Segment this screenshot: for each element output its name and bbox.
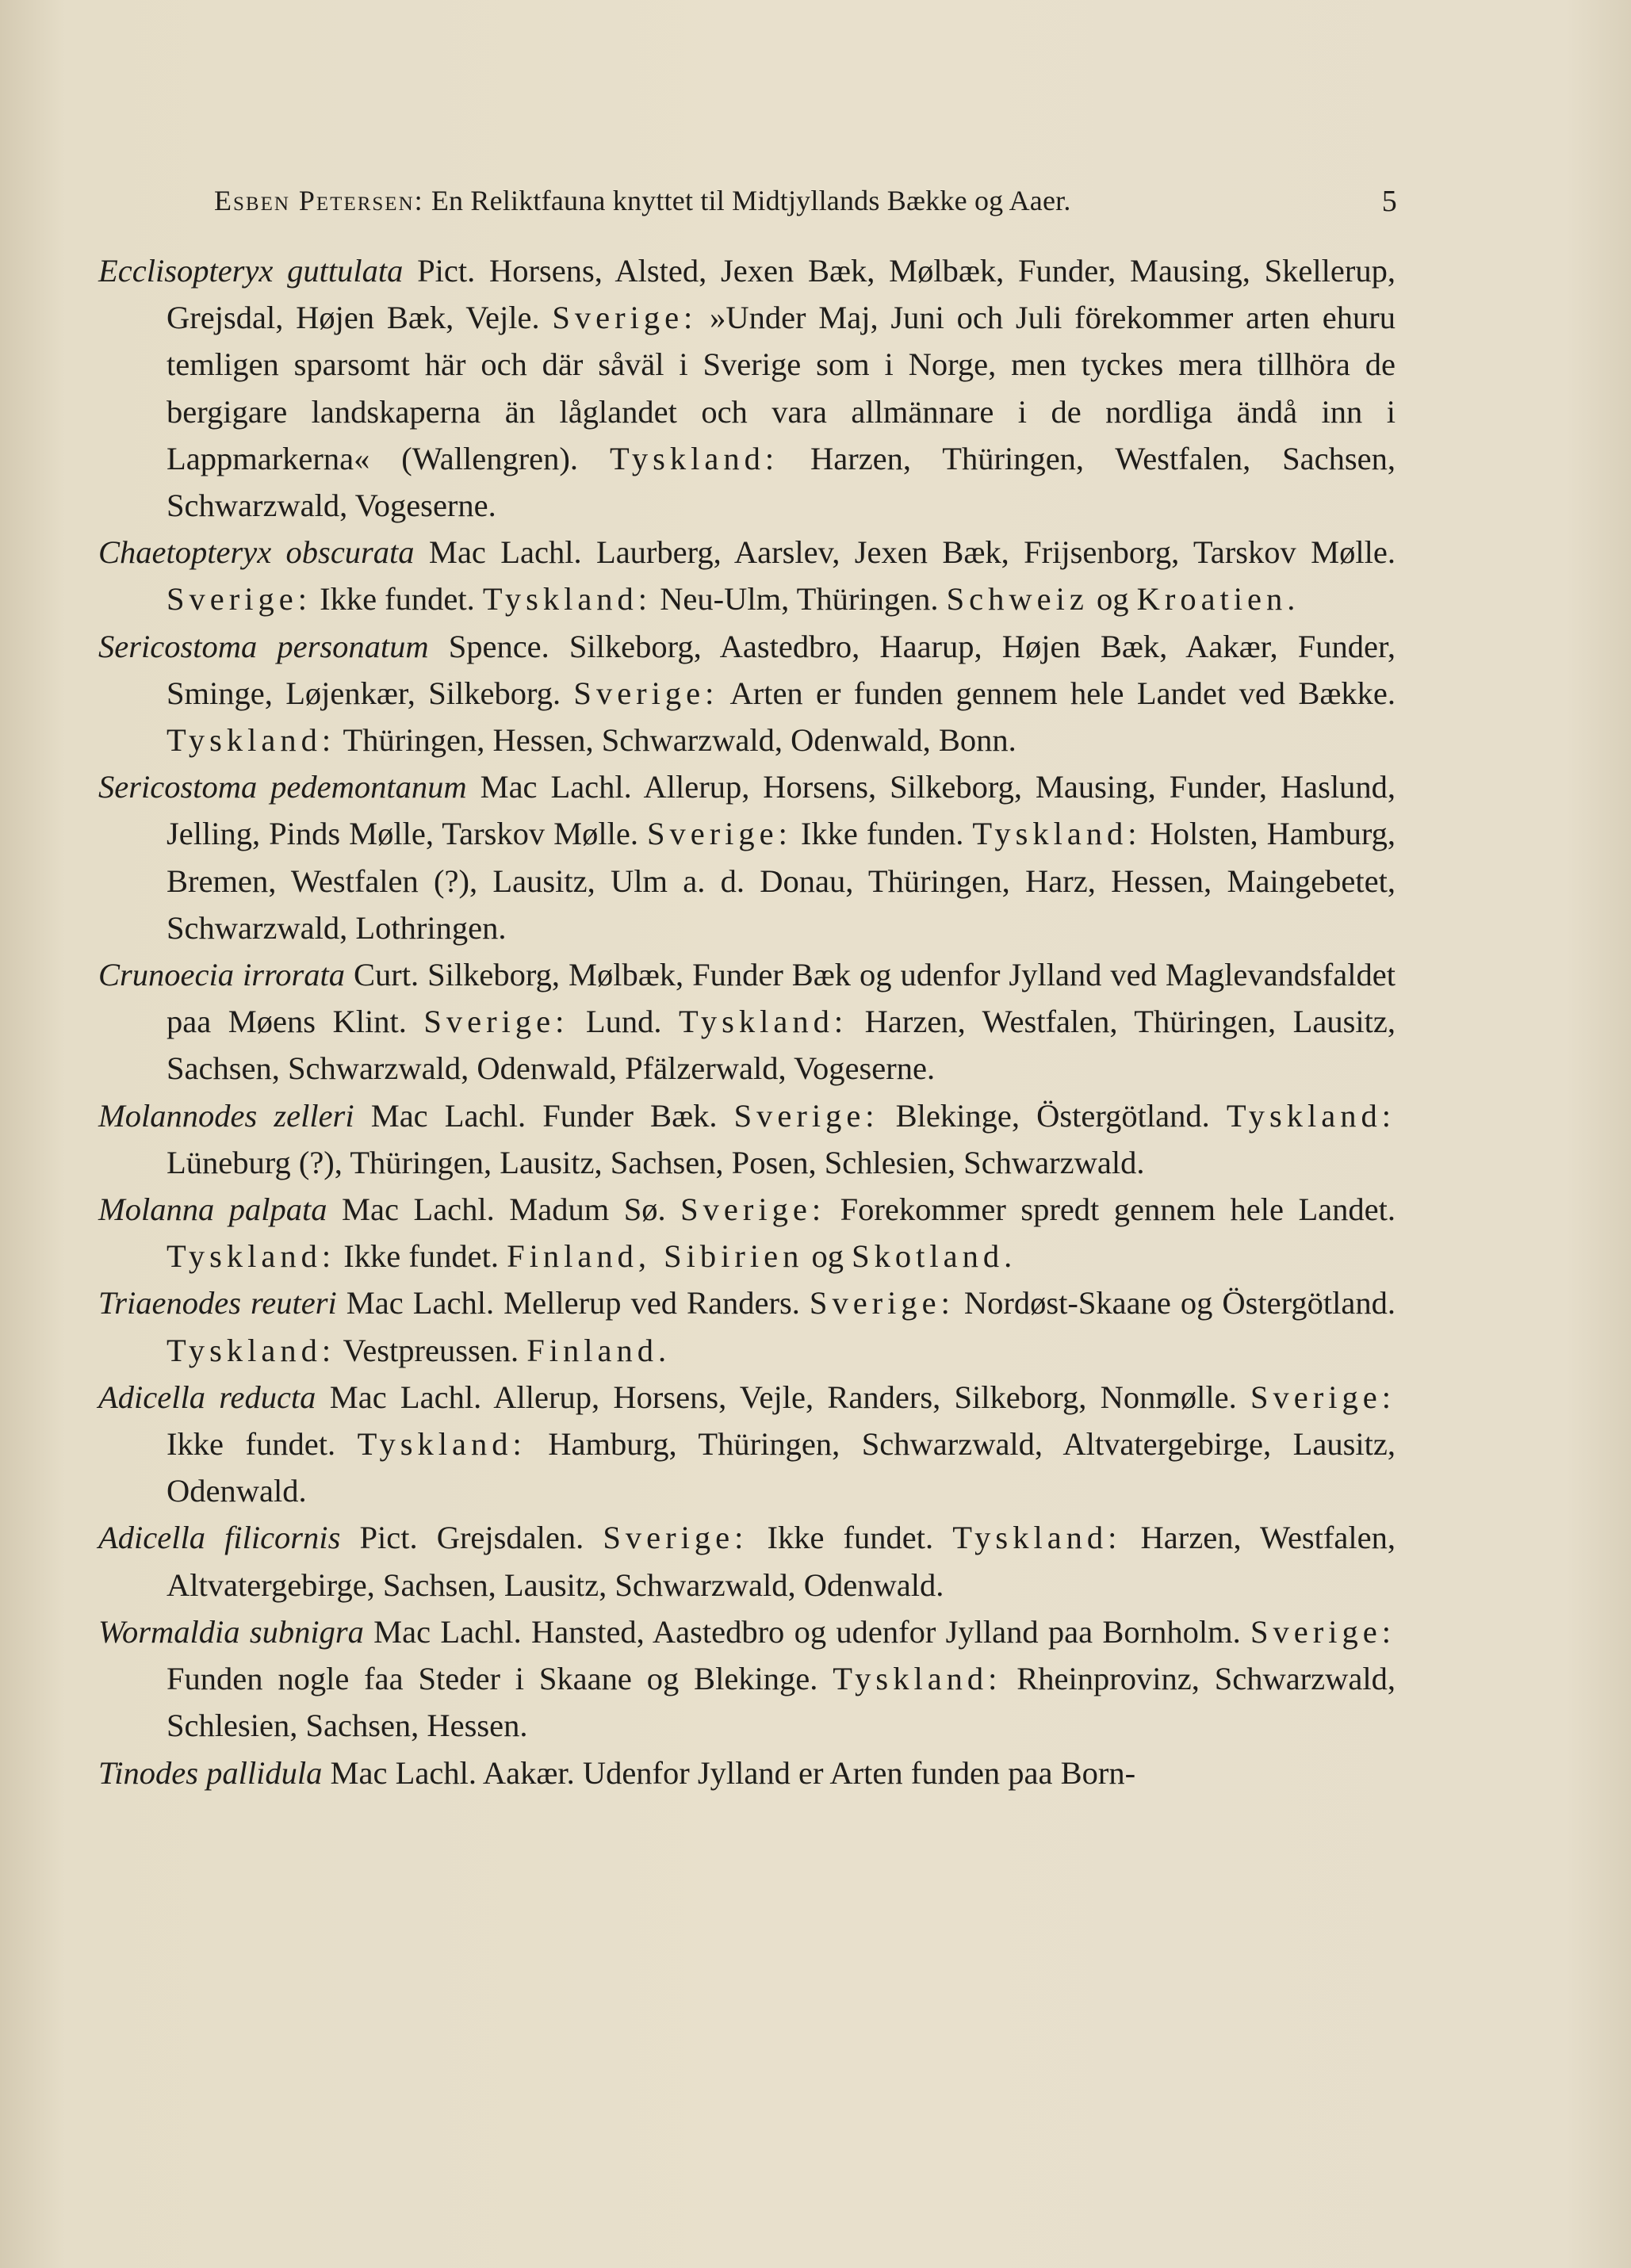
entry-text: Mac Lachl. Laurberg, Aarslev, Jexen Bæk, Frijsenborg, Tarskov Mølle. bbox=[414, 534, 1396, 571]
entry-text: Holsten, Hamburg, Bremen, Westfalen (?), Lausitz, Ulm a. d. Donau, Thüringen, Harz, Hessen, Maingebetet, Schwarzwald, Lothringen. bbox=[167, 816, 1396, 946]
entry-text: Mac Lachl. Allerup, Horsens, Silkeborg, Mausing, Funder, Haslund, Jelling, Pinds Mølle, Tarskov Mølle. bbox=[167, 769, 1396, 852]
entry-text: Mac Lachl. Hansted, Aastedbro og udenfor Jylland paa Bornholm. bbox=[363, 1613, 1251, 1650]
region-label: Sverige: bbox=[552, 300, 698, 336]
entry-text: Lund. bbox=[569, 1004, 679, 1040]
entry-text: Ikke fundet. bbox=[311, 581, 483, 618]
header-title: En Reliktfauna knyttet til Midtjyllands Bække og Aaer. bbox=[431, 185, 1071, 216]
entry-text: Thüringen, Hessen, Schwarzwald, Odenwald, Bonn. bbox=[335, 722, 1017, 759]
region-label: Sverige: bbox=[167, 581, 312, 618]
entry-text: »Under Maj, Juni och Juli förekommer arten ehuru temligen sparsomt här och där såväl i Sverige som i Norge, men tyckes mera tillhöra de bergigare landskaperna än låglandet och vara allmännare i de nordliga ändå inn i Lappmarkerna« (Wallengren). bbox=[167, 300, 1396, 476]
region-label: Sverige: bbox=[680, 1191, 826, 1228]
region-label: Tyskland: bbox=[1226, 1097, 1396, 1134]
species-name: Triaenodes reuteri bbox=[98, 1285, 337, 1321]
region-label: Tyskland: bbox=[679, 1004, 848, 1040]
species-entry bbox=[98, 1750, 1396, 1796]
species-entry bbox=[98, 529, 1396, 622]
region-label: Tyskland: bbox=[972, 816, 1142, 852]
entry-text: Ikke fundet. bbox=[335, 1238, 507, 1275]
species-name: Sericostoma pedemontanum bbox=[98, 769, 467, 805]
region-label: Tyskland: bbox=[482, 581, 653, 618]
entry-text: Ikke funden. bbox=[791, 816, 973, 852]
entry-text: Rheinprovinz, Schwarzwald, Schlesien, Sachsen, Hessen. bbox=[167, 1661, 1396, 1744]
region-label: Sverige: bbox=[603, 1520, 748, 1556]
region-label: Tyskland: bbox=[167, 1238, 336, 1275]
region-label: Finland. bbox=[526, 1332, 672, 1368]
region-label: Tyskland: bbox=[167, 722, 336, 759]
species-entry bbox=[98, 1374, 1396, 1515]
region-label: Finland, Sibirien bbox=[507, 1238, 804, 1275]
entry-text: Funden nogle faa Steder i Skaane og Blekinge. bbox=[167, 1661, 833, 1697]
region-label: Sverige: bbox=[573, 675, 719, 711]
species-entry bbox=[98, 1608, 1396, 1750]
region-label: Schweiz bbox=[946, 581, 1089, 618]
page-number: 5 bbox=[1381, 185, 1397, 218]
region-label: Tyskland: bbox=[357, 1426, 526, 1463]
entry-text: Neu-Ulm, Thüringen. bbox=[652, 581, 947, 618]
species-name: Ecclisopteryx guttulata bbox=[98, 253, 404, 289]
entry-text: Mac Lachl. Allerup, Horsens, Vejle, Randers, Silkeborg, Nonmølle. bbox=[316, 1379, 1251, 1415]
species-name: Tinodes pallidula bbox=[98, 1754, 323, 1791]
region-label: Sverige: bbox=[423, 1004, 569, 1040]
species-list bbox=[98, 247, 1396, 1796]
species-name: Adicella reducta bbox=[98, 1379, 316, 1415]
region-label: Sverige: bbox=[809, 1285, 955, 1321]
region-label: Sverige: bbox=[1250, 1379, 1396, 1415]
species-entry bbox=[98, 1514, 1396, 1608]
entry-text: Nordøst-Skaane og Östergötland. bbox=[954, 1285, 1396, 1321]
region-label: Tyskland: bbox=[167, 1332, 336, 1368]
region-label: Tyskland: bbox=[952, 1520, 1122, 1556]
entry-text: Pict. Grejsdalen. bbox=[340, 1520, 603, 1556]
entry-text: Vestpreussen. bbox=[335, 1332, 527, 1368]
entry-text: Blekinge, Östergötland. bbox=[879, 1097, 1227, 1134]
region-label: Sverige: bbox=[646, 816, 792, 852]
region-label: Tyskland: bbox=[833, 1661, 1002, 1697]
entry-text: Harzen, Thüringen, Westfalen, Sachsen, Schwarzwald, Vogeserne. bbox=[167, 440, 1396, 524]
entry-text: Forekommer spredt gennem hele Landet. bbox=[825, 1191, 1396, 1228]
species-name: Sericostoma personatum bbox=[98, 628, 429, 664]
entry-text: Mac Lachl. Mellerup ved Randers. bbox=[336, 1285, 810, 1321]
header-author: Esben Petersen: bbox=[214, 185, 424, 216]
species-name: Wormaldia subnigra bbox=[98, 1613, 364, 1650]
entry-text: Mac Lachl. Funder Bæk. bbox=[354, 1097, 734, 1134]
region-label: Tyskland: bbox=[609, 440, 779, 476]
species-entry bbox=[98, 623, 1396, 764]
entry-text: Ikke fundet. bbox=[167, 1426, 358, 1463]
entry-text: Lüneburg (?), Thüringen, Lausitz, Sachsen, Posen, Schlesien, Schwarzwald. bbox=[167, 1144, 1145, 1180]
entry-text: Hamburg, Thüringen, Schwarzwald, Altvatergebirge, Lausitz, Odenwald. bbox=[167, 1426, 1396, 1509]
species-name: Molannodes zelleri bbox=[98, 1097, 354, 1134]
species-entry bbox=[98, 1279, 1396, 1373]
entry-text: og bbox=[1088, 581, 1137, 618]
entry-text: Spence. Silkeborg, Aastedbro, Haarup, Højen Bæk, Aakær, Funder, Sminge, Løjenkær, Silkeborg. bbox=[167, 628, 1396, 711]
species-name: Adicella filicornis bbox=[98, 1520, 341, 1556]
entry-text: Harzen, Westfalen, Altvatergebirge, Sachsen, Lausitz, Schwarzwald, Odenwald. bbox=[167, 1520, 1396, 1603]
region-label: Sverige: bbox=[1250, 1613, 1396, 1650]
species-entry bbox=[98, 951, 1396, 1092]
entry-text: Pict. Horsens, Alsted, Jexen Bæk, Mølbæk, Funder, Mausing, Skellerup, Grejsdal, Højen Bæk, Vejle. bbox=[167, 253, 1396, 336]
species-entry bbox=[98, 1092, 1396, 1186]
species-name: Crunoecia irrorata bbox=[98, 957, 345, 993]
species-entry bbox=[98, 247, 1396, 529]
entry-text: Arten er funden gennem hele Landet ved Bække. bbox=[718, 675, 1396, 711]
species-entry bbox=[98, 763, 1396, 951]
region-label: Skotland. bbox=[852, 1238, 1017, 1275]
running-header bbox=[214, 184, 1397, 217]
entry-text: og bbox=[803, 1238, 852, 1275]
region-label: Kroatien. bbox=[1136, 581, 1300, 618]
entry-text: Harzen, Westfalen, Thüringen, Lausitz, Sachsen, Schwarzwald, Odenwald, Pfälzerwald, Vogeserne. bbox=[167, 1004, 1396, 1087]
entry-text: Ikke fundet. bbox=[748, 1520, 953, 1556]
species-name: Molanna palpata bbox=[98, 1191, 327, 1228]
region-label: Sverige: bbox=[733, 1097, 879, 1134]
entry-text: Mac Lachl. Aakær. Udenfor Jylland er Arten funden paa Born- bbox=[322, 1754, 1136, 1791]
species-name: Chaetopteryx obscurata bbox=[98, 534, 415, 571]
species-entry bbox=[98, 1186, 1396, 1279]
entry-text: Mac Lachl. Madum Sø. bbox=[327, 1191, 681, 1228]
entry-text: Curt. Silkeborg, Mølbæk, Funder Bæk og udenfor Jylland ved Maglevandsfaldet paa Møens Klint. bbox=[167, 957, 1396, 1040]
